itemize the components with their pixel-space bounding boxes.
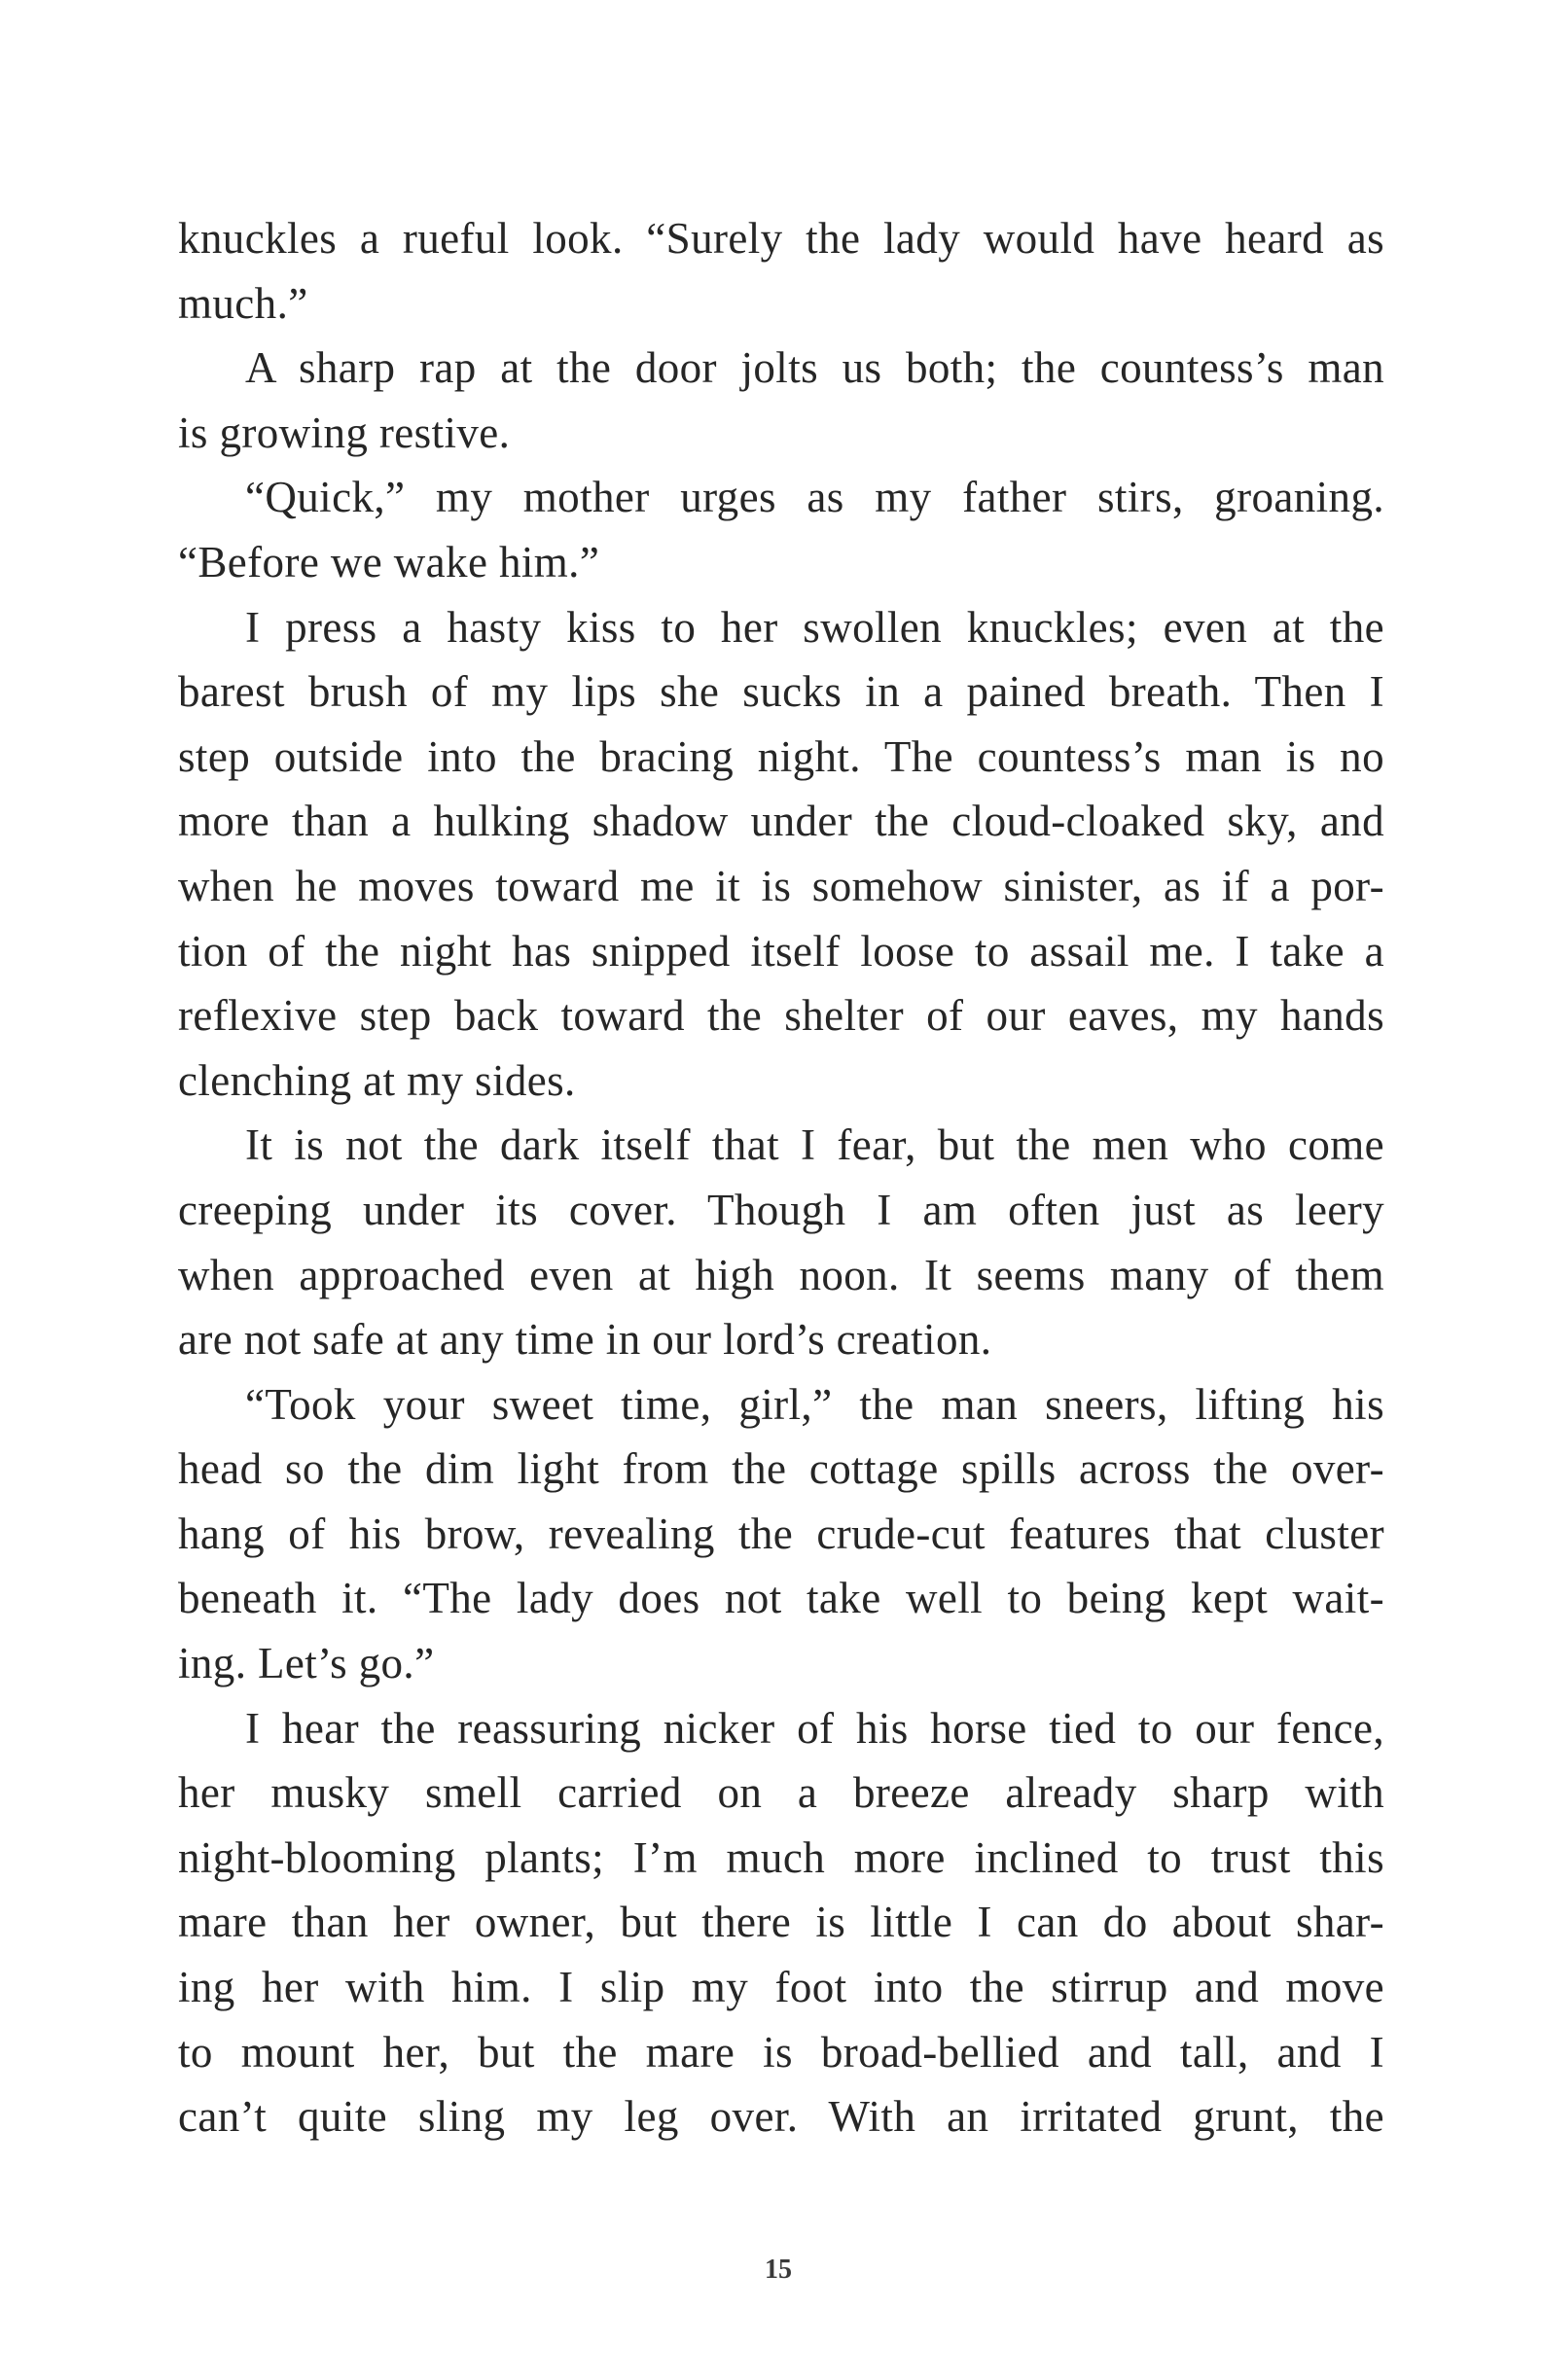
text-line: when he moves toward me it is somehow sinister, as if a por- [178,861,1384,910]
page-number: 15 [765,2255,792,2285]
text-line: mare than her owner, but there is little I can do about shar- [178,1898,1384,1947]
text-line: creeping under its cover. Though I am often just as leery [178,1185,1384,1234]
text-line: to mount her, but the mare is broad-bellied and tall, and I [178,2027,1384,2077]
text-line: “Before we wake him.” [178,537,600,586]
text-line: It is not the dark itself that I fear, but the men who come [245,1120,1384,1170]
text-line: hang of his brow, revealing the crude-cut features that cluster [178,1509,1384,1558]
text-line: I hear the reassuring nicker of his horse tied to our fence, [245,1703,1384,1753]
text-line: when approached even at high noon. It seems many of them [178,1250,1384,1299]
text-line: ing her with him. I slip my foot into the stirrup and move [178,1963,1384,2012]
text-line: can’t quite sling my leg over. With an irritated grunt, the [178,2092,1384,2142]
body-text [178,206,1384,2149]
text-line: night-blooming plants; I’m much more inclined to trust this [178,1832,1384,1882]
text-line: are not safe at any time in our lord’s creation. [178,1315,992,1365]
text-line: “Took your sweet time, girl,” the man sneers, lifting his [245,1379,1384,1429]
text-line: head so the dim light from the cottage spills across the over- [178,1444,1384,1494]
text-line: I press a hasty kiss to her swollen knuckles; even at the [245,602,1384,652]
text-line: A sharp rap at the door jolts us both; the countess’s man [245,343,1384,393]
text-line: “Quick,” my mother urges as my father stirs, groaning. [245,473,1384,522]
text-line: beneath it. “The lady does not take well to being kept wait- [178,1574,1384,1623]
text-line: ing. Let’s go.” [178,1639,435,1688]
text-line: barest brush of my lips she sucks in a pained breath. Then I [178,667,1384,717]
text-line: more than a hulking shadow under the cloud-cloaked sky, and [178,797,1384,846]
text-line: is growing restive. [178,408,511,457]
text-line: tion of the night has snipped itself loose to assail me. I take a [178,926,1384,976]
text-line: reflexive step back toward the shelter of our eaves, my hands [178,991,1384,1041]
text-line: clenching at my sides. [178,1055,576,1105]
text-line: much.” [178,278,308,328]
text-line: step outside into the bracing night. The countess’s man is no [178,731,1384,781]
text-line: knuckles a rueful look. “Surely the lady would have heard as [178,214,1384,263]
text-line: her musky smell carried on a breeze already sharp with [178,1768,1384,1818]
